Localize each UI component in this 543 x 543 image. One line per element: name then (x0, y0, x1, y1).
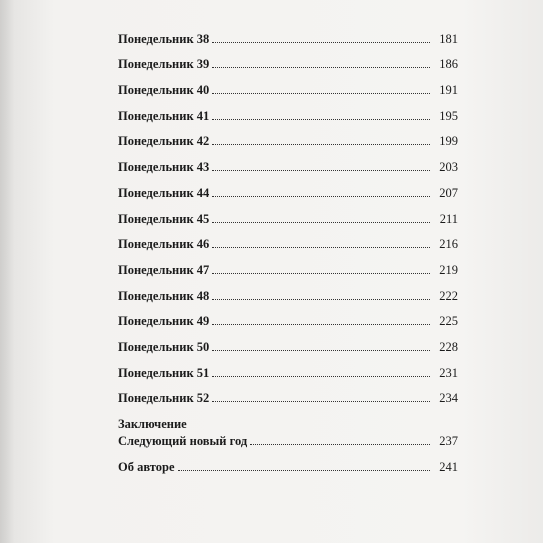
toc-entry-title: Понедельник 46 (118, 237, 210, 252)
conclusion-heading (118, 414, 458, 431)
toc-entry-title: Понедельник 52 (118, 391, 210, 406)
toc-entry-page: 207 (439, 185, 458, 200)
toc-entry-page: 225 (439, 314, 458, 329)
dot-leader (212, 144, 430, 145)
dot-leader (212, 67, 430, 68)
toc-entry-page: 195 (439, 108, 458, 123)
toc-entry-title: Понедельник 38 (118, 31, 210, 46)
dot-leader (212, 376, 430, 377)
toc-entry (118, 251, 458, 277)
toc-entry-page: 231 (439, 365, 458, 380)
dot-leader (212, 273, 430, 274)
dot-leader (212, 196, 430, 197)
toc-entry-title: Понедельник 43 (118, 160, 210, 175)
toc-entry-title: Об авторе (118, 460, 175, 475)
section-gap (118, 405, 458, 414)
toc-entry-title: Понедельник 47 (118, 262, 210, 277)
toc-entry-page: 241 (439, 460, 458, 475)
toc-entry-title: Заключение (118, 417, 187, 432)
toc-entry-title: Понедельник 51 (118, 365, 210, 380)
dot-leader (212, 42, 430, 43)
dot-leader (212, 247, 430, 248)
toc-entry (118, 97, 458, 123)
toc-entry-page: 222 (439, 288, 458, 303)
table-of-contents (118, 20, 458, 474)
dot-leader (178, 470, 430, 471)
toc-entry (118, 174, 458, 200)
section-gap (118, 448, 458, 457)
toc-entry-title: Следующий новый год (118, 434, 248, 449)
toc-entry-page: 234 (439, 391, 458, 406)
toc-entry-page: 191 (439, 83, 458, 98)
toc-entry-page: 199 (439, 134, 458, 149)
toc-entry (118, 46, 458, 72)
toc-entry-title: Понедельник 49 (118, 314, 210, 329)
dot-leader (212, 350, 430, 351)
toc-entry-page: 216 (439, 237, 458, 252)
dot-leader (250, 444, 430, 445)
dot-leader (212, 119, 430, 120)
toc-entry (118, 380, 458, 406)
toc-entry-title: Понедельник 45 (118, 211, 210, 226)
dot-leader (212, 324, 430, 325)
toc-entry (118, 71, 458, 97)
toc-entry-page: 237 (439, 434, 458, 449)
toc-entry-title: Понедельник 41 (118, 108, 210, 123)
toc-entry (118, 303, 458, 329)
toc-entry (118, 277, 458, 303)
toc-entry (118, 20, 458, 46)
dot-leader (212, 401, 430, 402)
toc-entry-page: 186 (439, 57, 458, 72)
toc-entry-title: Понедельник 50 (118, 339, 210, 354)
toc-entry (118, 200, 458, 226)
toc-entry-title: Понедельник 44 (118, 185, 210, 200)
toc-entry-page: 203 (439, 160, 458, 175)
toc-entry-title: Понедельник 48 (118, 288, 210, 303)
toc-entry-page: 219 (439, 262, 458, 277)
toc-entry (118, 226, 458, 252)
dot-leader (212, 170, 430, 171)
toc-entry (118, 148, 458, 174)
toc-entry-page: 181 (439, 31, 458, 46)
dot-leader (212, 93, 430, 94)
dot-leader (212, 222, 430, 223)
toc-entry-title: Понедельник 42 (118, 134, 210, 149)
toc-entry-page: 211 (439, 211, 458, 226)
toc-entry (118, 431, 458, 448)
dot-leader (212, 299, 430, 300)
toc-entry-title: Понедельник 39 (118, 57, 210, 72)
toc-entry-page: 228 (439, 339, 458, 354)
toc-entry-title: Понедельник 40 (118, 83, 210, 98)
toc-entry (118, 328, 458, 354)
toc-entry (118, 457, 458, 474)
toc-entry (118, 123, 458, 149)
toc-entry (118, 354, 458, 380)
